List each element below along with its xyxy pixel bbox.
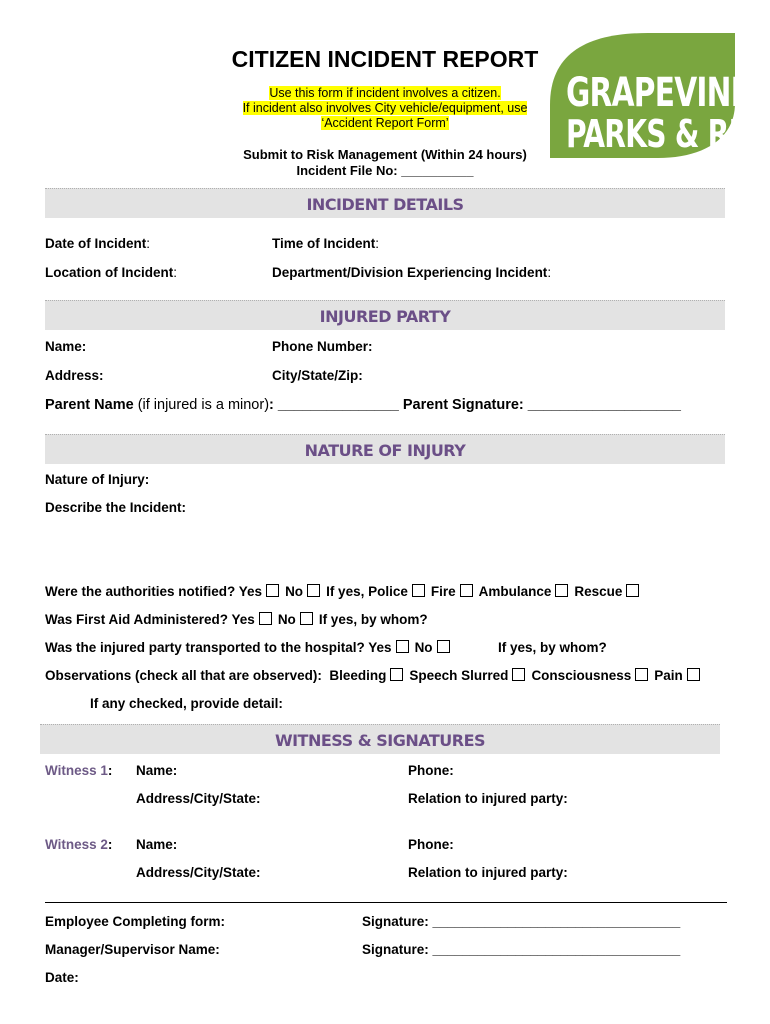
department-label: Department/Division Experiencing Incident: bbox=[272, 265, 552, 280]
hospital-question: Was the injured party transported to the hospital? Yes No bbox=[45, 640, 456, 655]
consciousness-checkbox[interactable] bbox=[635, 668, 648, 681]
if-checked-detail-label: If any checked, provide detail: bbox=[90, 696, 283, 711]
location-of-incident-label: Location of Incident: bbox=[45, 265, 178, 280]
form-title: CITIZEN INCIDENT REPORT bbox=[231, 46, 539, 72]
manager-name-label: Manager/Supervisor Name: bbox=[45, 942, 220, 957]
ambulance-checkbox[interactable] bbox=[555, 584, 568, 597]
hospital-by-whom-label: If yes, by whom? bbox=[498, 640, 607, 655]
grapevine-parks-logo bbox=[550, 33, 767, 158]
date-label: Date: bbox=[45, 970, 79, 985]
authorities-yes-checkbox[interactable] bbox=[266, 584, 279, 597]
nature-of-injury-label: Nature of Injury: bbox=[45, 472, 150, 487]
pain-checkbox[interactable] bbox=[687, 668, 700, 681]
injured-city-label: City/State/Zip: bbox=[272, 368, 363, 383]
parent-name-blank: : _______________ bbox=[269, 397, 399, 413]
manager-signature-field[interactable]: Signature: _________________________________ bbox=[362, 942, 681, 957]
incident-file-no: Incident File No: __________ bbox=[296, 163, 474, 178]
usage-note-line2: If incident also involves City vehicle/equipment, use bbox=[242, 101, 528, 115]
hospital-yes-checkbox[interactable] bbox=[396, 640, 409, 653]
injured-address-label: Address: bbox=[45, 368, 104, 383]
time-of-incident-label: Time of Incident: bbox=[272, 236, 380, 251]
signature-divider bbox=[45, 902, 727, 903]
first-aid-question: Was First Aid Administered? Yes No If yes, by whom? bbox=[45, 612, 428, 627]
employee-completing-label: Employee Completing form: bbox=[45, 914, 226, 929]
fire-checkbox[interactable] bbox=[460, 584, 473, 597]
authorities-no-checkbox[interactable] bbox=[307, 584, 320, 597]
witness-1-relation-label: Relation to injured party: bbox=[408, 791, 568, 806]
witness-1-phone-label: Phone: bbox=[408, 763, 454, 778]
first-aid-yes-checkbox[interactable] bbox=[259, 612, 272, 625]
section-injured-party: INJURED PARTY bbox=[45, 300, 725, 330]
parent-signature-field[interactable]: Parent Signature: ___________________ bbox=[402, 397, 681, 413]
parent-name-field[interactable] bbox=[45, 397, 681, 413]
submit-instructions bbox=[200, 147, 570, 179]
witness-1-name-label: Name: bbox=[136, 763, 178, 778]
describe-incident-label: Describe the Incident: bbox=[45, 500, 187, 515]
police-checkbox[interactable] bbox=[412, 584, 425, 597]
authorities-question: Were the authorities notified? Yes No If yes, Police Fire Ambulance Rescue bbox=[45, 584, 645, 599]
section-witness-signatures: WITNESS & SIGNATURES bbox=[40, 724, 720, 754]
injured-name-label: Name: bbox=[45, 339, 87, 354]
witness-1-label: Witness 1: bbox=[45, 763, 113, 778]
first-aid-no-checkbox[interactable] bbox=[300, 612, 313, 625]
rescue-checkbox[interactable] bbox=[626, 584, 639, 597]
usage-note-line1: Use this form if incident involves a citizen. bbox=[269, 86, 501, 100]
witness-2-label: Witness 2: bbox=[45, 837, 113, 852]
witness-2-phone-label: Phone: bbox=[408, 837, 454, 852]
logo-text-parks-rec: PARKS & REC bbox=[566, 112, 767, 156]
parent-name-label: Parent Name bbox=[45, 397, 134, 413]
section-incident-details: INCIDENT DETAILS bbox=[45, 188, 725, 218]
witness-1-address-label: Address/City/State: bbox=[136, 791, 261, 806]
employee-signature-field[interactable]: Signature: _________________________________ bbox=[362, 914, 681, 929]
logo-text-grapevine: GRAPEVINE bbox=[566, 70, 751, 116]
section-nature-of-injury: NATURE OF INJURY bbox=[45, 434, 725, 464]
date-of-incident-label: Date of Incident: bbox=[45, 236, 151, 251]
bleeding-checkbox[interactable] bbox=[390, 668, 403, 681]
witness-2-name-label: Name: bbox=[136, 837, 178, 852]
parent-name-note: (if injured is a minor) bbox=[137, 397, 270, 413]
speech-slurred-checkbox[interactable] bbox=[512, 668, 525, 681]
injured-phone-label: Phone Number: bbox=[272, 339, 373, 354]
usage-note-line3: ‘Accident Report Form’ bbox=[321, 116, 449, 130]
witness-2-relation-label: Relation to injured party: bbox=[408, 865, 568, 880]
submit-text: Submit to Risk Management (Within 24 hours) bbox=[243, 147, 527, 162]
usage-note bbox=[220, 86, 550, 131]
witness-2-address-label: Address/City/State: bbox=[136, 865, 261, 880]
hospital-no-checkbox[interactable] bbox=[437, 640, 450, 653]
observations-question: Observations (check all that are observed): Bleeding Speech Slurred Consciousness Pain bbox=[45, 668, 706, 683]
